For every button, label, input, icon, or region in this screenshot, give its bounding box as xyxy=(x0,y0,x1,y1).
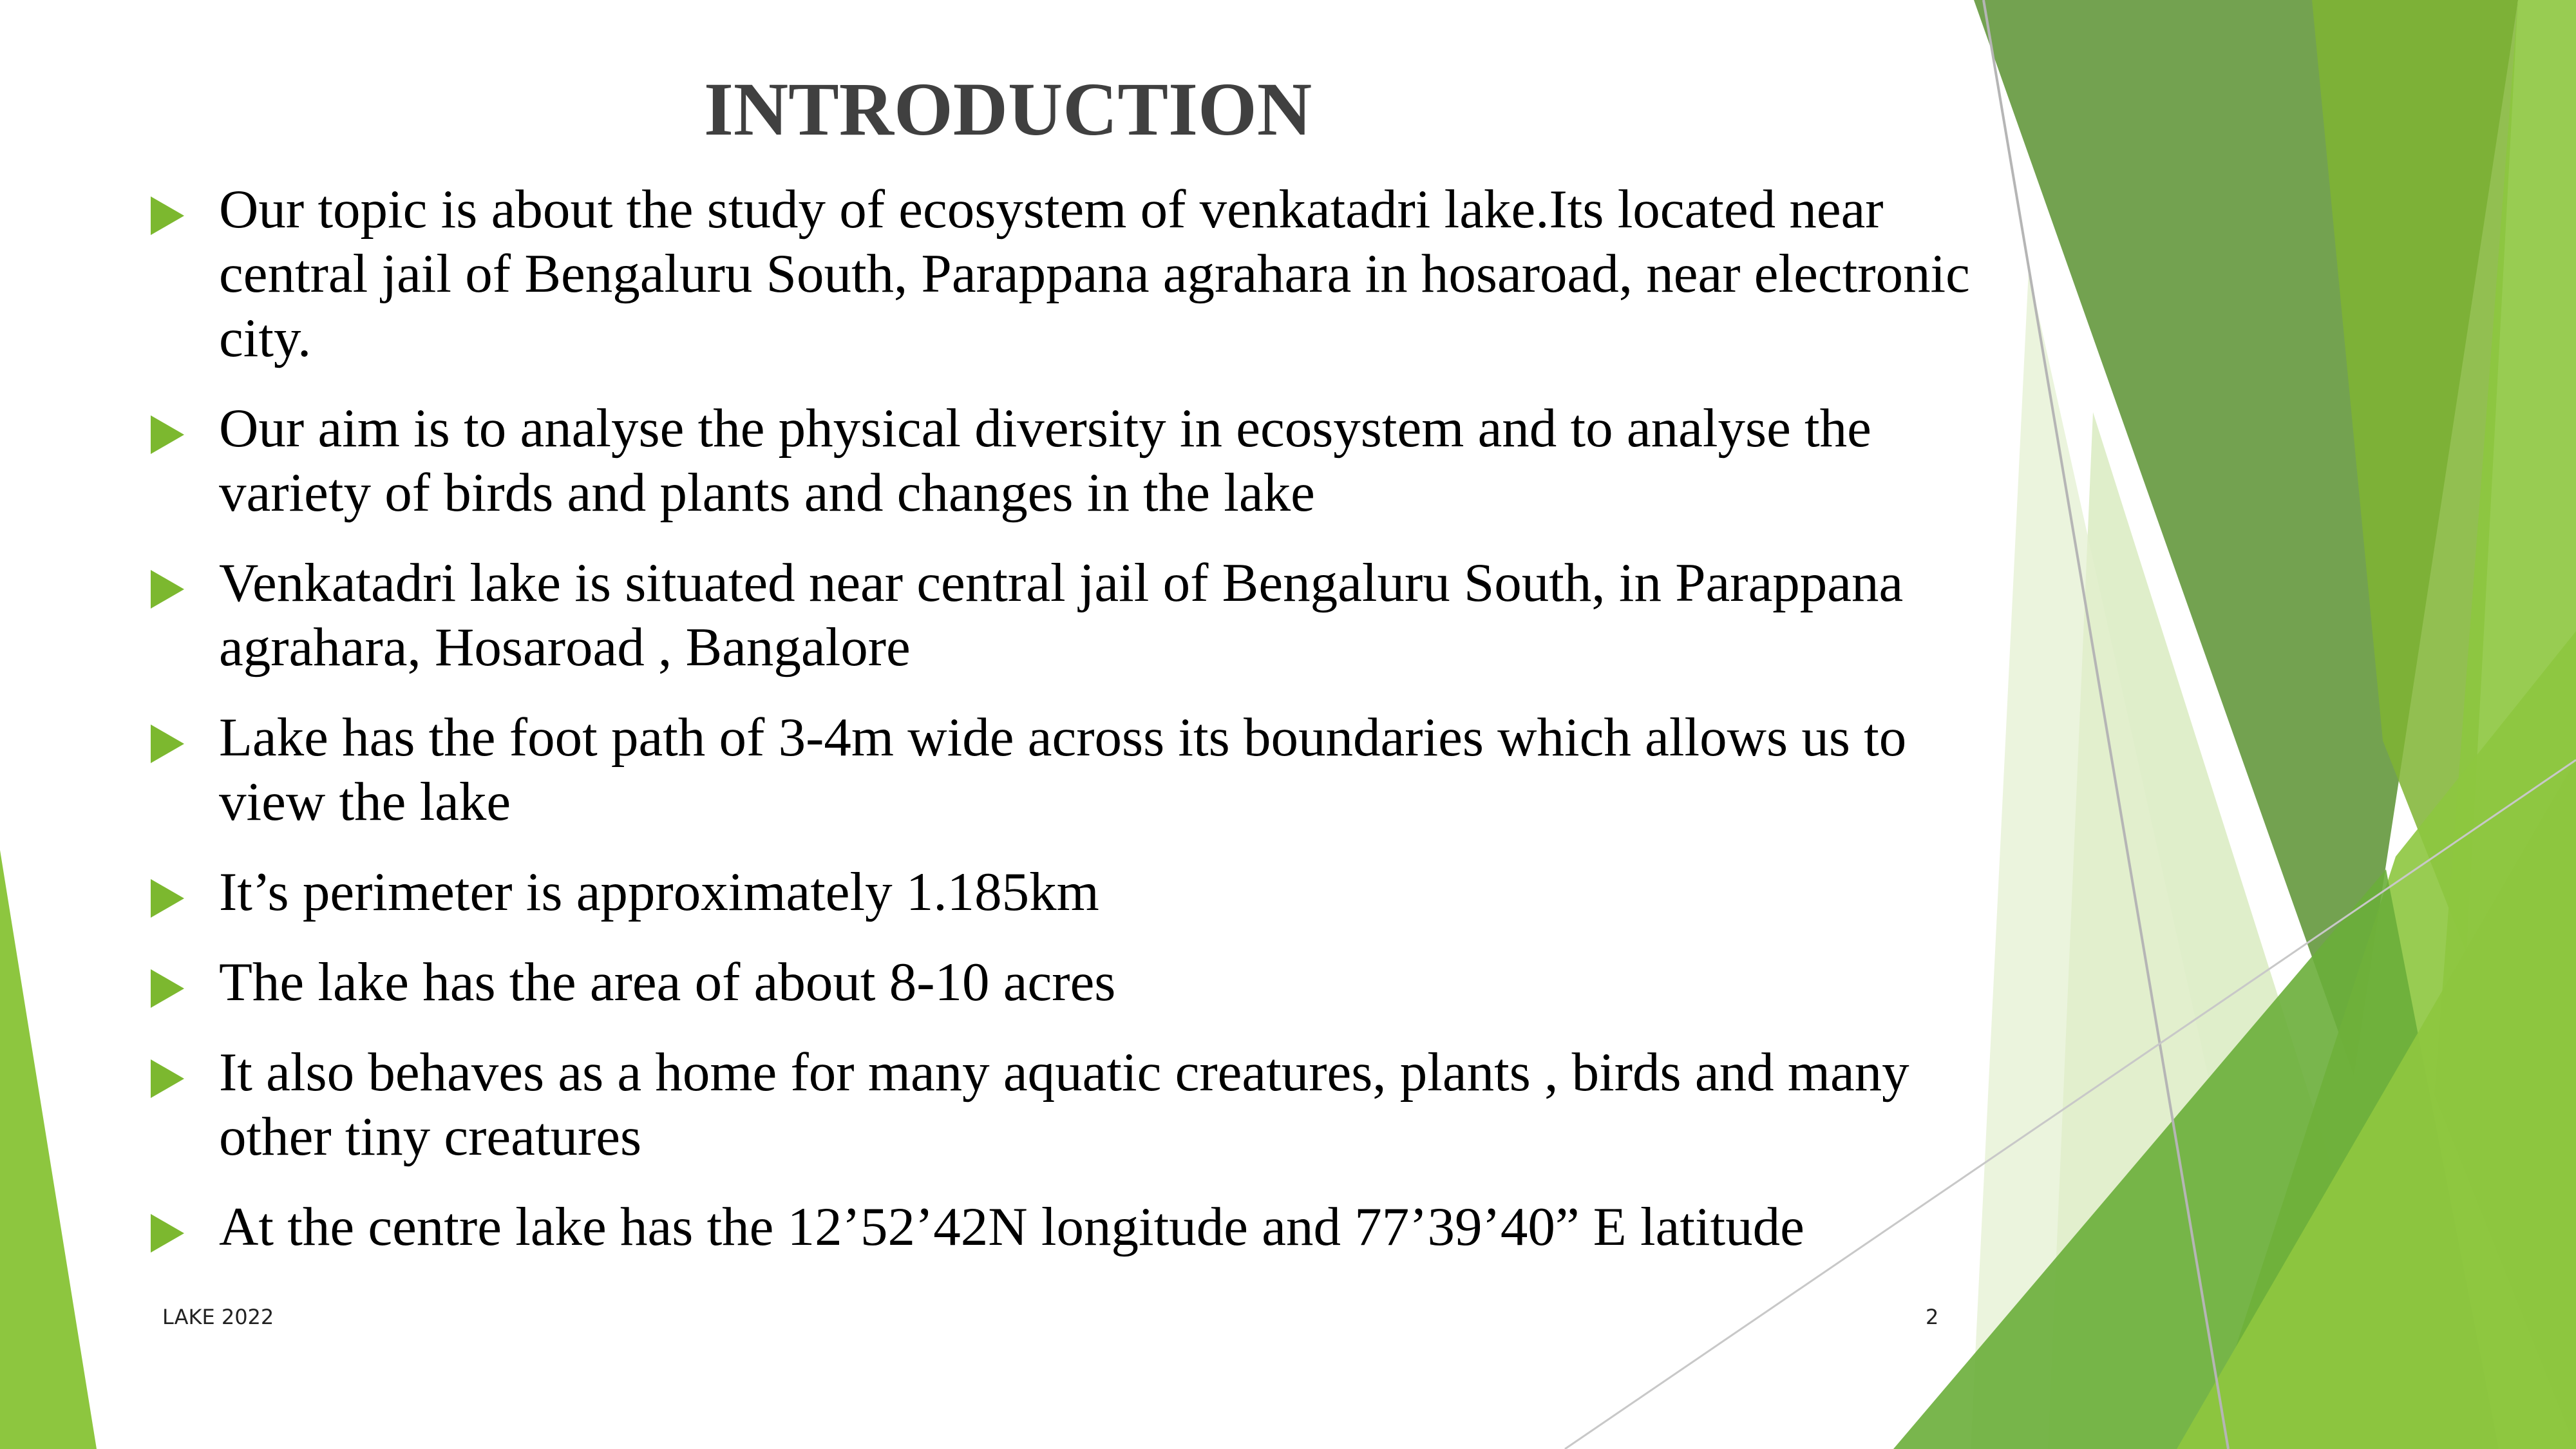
list-item xyxy=(148,860,2016,924)
list-item xyxy=(148,1195,2016,1259)
list-item xyxy=(148,705,2016,834)
bullet-arrow-icon xyxy=(151,969,184,1008)
bullet-list xyxy=(148,177,2016,1285)
list-item xyxy=(148,551,2016,679)
bullet-text: It also behaves as a home for many aquatic creatures, plants , birds and many other tiny creatures xyxy=(219,1042,1909,1167)
bullet-arrow-icon xyxy=(151,1059,184,1098)
list-item xyxy=(148,177,2016,370)
page-number: 2 xyxy=(1926,1305,1939,1329)
bullet-text: Our topic is about the study of ecosystem of venkatadri lake.Its located near central jail of Bengaluru South, Parappana agrahara in hosaroad, near electronic city. xyxy=(219,179,1970,368)
slide-title: INTRODUCTION xyxy=(703,67,1312,151)
list-item xyxy=(148,950,2016,1014)
bullet-text: Our aim is to analyse the physical diversity in ecosystem and to analyse the variety of birds and plants and changes in the lake xyxy=(219,398,1871,523)
footer-text: LAKE 2022 xyxy=(162,1305,274,1329)
bullet-arrow-icon xyxy=(151,879,184,918)
bullet-arrow-icon xyxy=(151,1214,184,1253)
list-item xyxy=(148,1040,2016,1169)
bullet-text: It’s perimeter is approximately 1.185km xyxy=(219,862,1099,922)
bullet-text: At the centre lake has the 12’52’42N longitude and 77’39’40” E latitude xyxy=(219,1197,1804,1257)
bullet-text: Lake has the foot path of 3-4m wide across its boundaries which allows us to view the lake xyxy=(219,707,1907,832)
bullet-arrow-icon xyxy=(151,724,184,763)
bullet-arrow-icon xyxy=(151,570,184,609)
bullet-text: The lake has the area of about 8-10 acres xyxy=(219,952,1116,1012)
left-green-sliver xyxy=(0,850,97,1449)
bullet-arrow-icon xyxy=(151,196,184,235)
bullet-arrow-icon xyxy=(151,415,184,454)
bullet-text: Venkatadri lake is situated near central jail of Bengaluru South, in Parappana agrahara, Hosaroad , Bangalore xyxy=(219,553,1904,677)
list-item xyxy=(148,396,2016,525)
